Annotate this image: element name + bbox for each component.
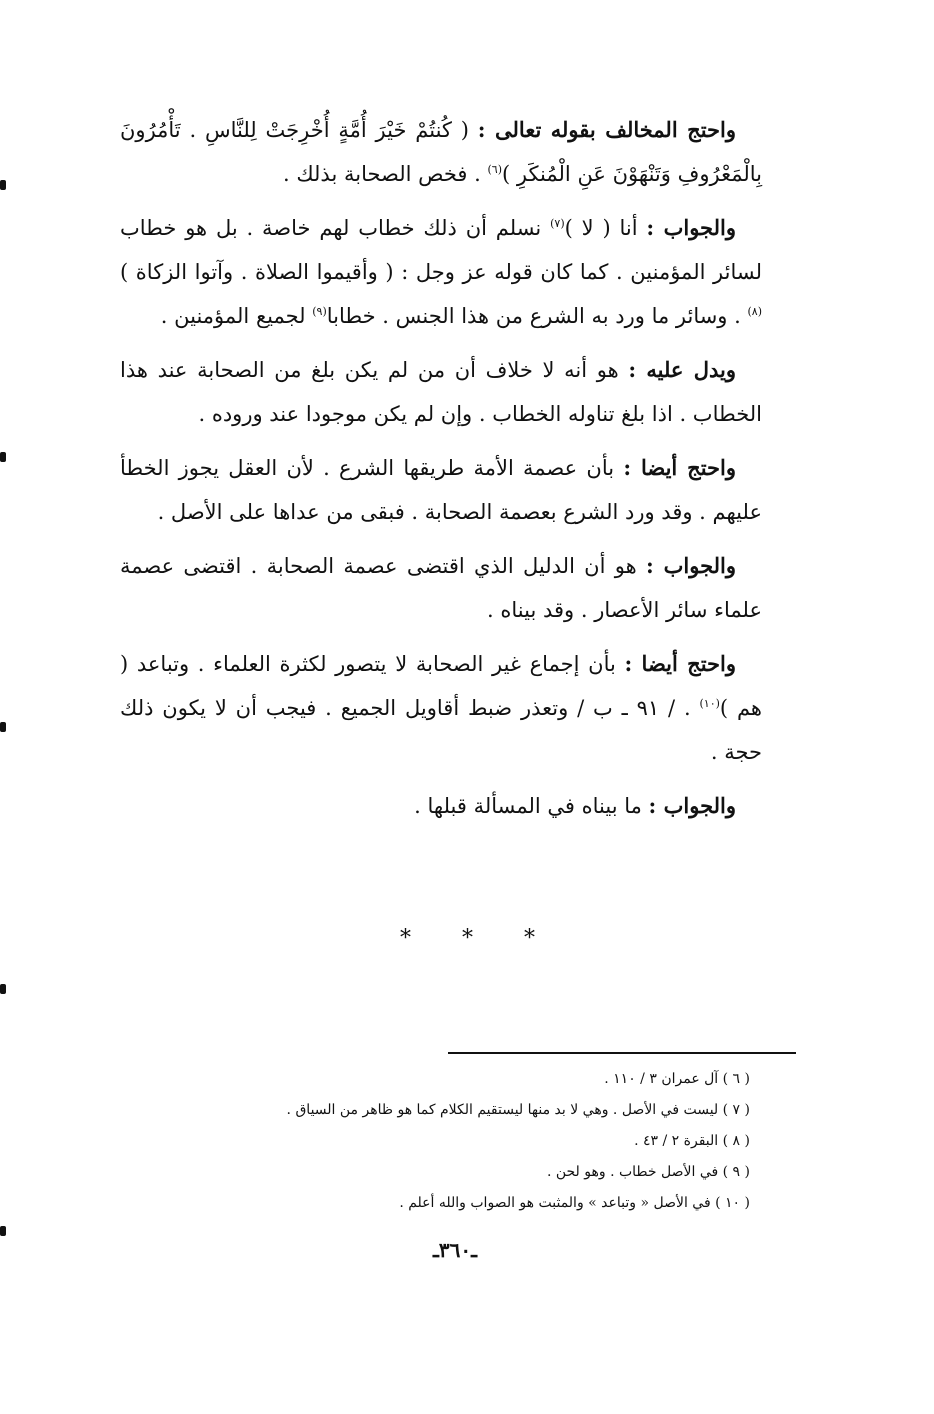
footnote-ref: (٨) [747,305,762,318]
paragraph-tail: لجميع المؤمنين . [160,304,313,328]
paragraph [120,206,762,338]
paragraph-body: أنا ( لا ) [564,216,647,240]
footnote: ( ٨ ) البقرة ٢ / ٤٣ . [634,1133,750,1149]
paragraph-lead: واحتج أيضا : [623,455,737,480]
footnote-rule [448,1052,796,1054]
paragraph-lead: ويدل عليه : [628,357,737,382]
paragraph [120,108,762,196]
paragraph-lead: واحتج المخالف بقوله تعالى : [477,117,736,142]
paragraph-body: بأن عصمة الأمة طريقها الشرع . لأن العقل يجوز الخطأ عليهم . وقد ورد الشرع بعصمة الصحابة . فبقى من عداها على الأصل . [120,456,762,524]
footnote: ( ٩ ) في الأصل خطاب . وهو لحن . [546,1164,750,1180]
paragraph-tail: . / ٩١ ـ ب / وتعذر ضبط أقاويل الجميع . فيجب أن لا يكون ذلك حجة . [120,696,762,764]
paragraph [120,544,762,632]
paragraph-lead: والجواب : [646,215,736,240]
scan-edge-mark [0,1226,6,1236]
footnote-ref: (٦) [487,163,502,176]
paragraph-lead: واحتج أيضا : [624,651,737,676]
page-number: ـ٣٦٠ـ [433,1238,477,1262]
paragraph [120,348,762,436]
paragraph-body: ( كُنتُمْ خَيْرَ أُمَّةٍ أُخْرِجَتْ لِلنَّاسِ . تَأْمُرُونَ بِالْمَعْرُوفِ وَتَنْهَوْنَ عَنِ الْمُنكَرِ ) [120,118,762,186]
paragraph-tail: نسلم أن ذلك خطاب لهم خاصة . بل هو خطاب لسائر المؤمنين . كما كان قوله عز وجل : ( وأقيموا الصلاة . وآتوا الزكاة ) [120,216,762,284]
footnote: ( ١٠ ) في الأصل « وتباعد » والمثبت هو الصواب والله أعلم . [399,1195,750,1211]
footnote: ( ٦ ) آل عمران ٣ / ١١٠ . [604,1071,750,1087]
paragraph-tail: . وسائر ما ورد به الشرع من هذا الجنس . خطابا [326,304,748,328]
footnotes [160,1064,750,1219]
paragraph-body: هو أن الدليل الذي اقتضى عصمة الصحابة . اقتضى عصمة علماء سائر الأعصار . وقد بيناه . [120,554,762,622]
paragraph [120,446,762,534]
scan-edge-mark [0,984,6,994]
paragraph-body: ما بيناه في المسألة قبلها . [414,794,649,818]
paragraph-lead: والجواب : [645,553,736,578]
paragraph [120,642,762,774]
paragraph-tail: . فخص الصحابة بذلك . [282,162,488,186]
scan-edge-mark [0,180,6,190]
paragraph-lead: والجواب : [648,793,736,818]
footnote-ref: (٧) [550,217,565,230]
paragraph [120,784,762,828]
scan-edge-mark [0,452,6,462]
footnote-ref: (١٠) [699,697,720,710]
footnote-ref: (٩) [312,305,327,318]
main-text [120,108,762,838]
section-separator: * * * [400,926,557,951]
paragraph-body: بأن إجماع غير الصحابة لا يتصور لكثرة العلماء . وتباعد ( هم ) [120,652,762,720]
footnote: ( ٧ ) ليست في الأصل . وهي لا بد منها ليستقيم الكلام كما هو ظاهر من السياق . [286,1102,750,1118]
scan-edge-mark [0,722,6,732]
paragraph-body: هو أنه لا خلاف أن من لم يكن بلغ من الصحابة عند هذا الخطاب . اذا بلغ تناوله الخطاب . وإن لم يكن موجودا عند وروده . [120,358,762,426]
